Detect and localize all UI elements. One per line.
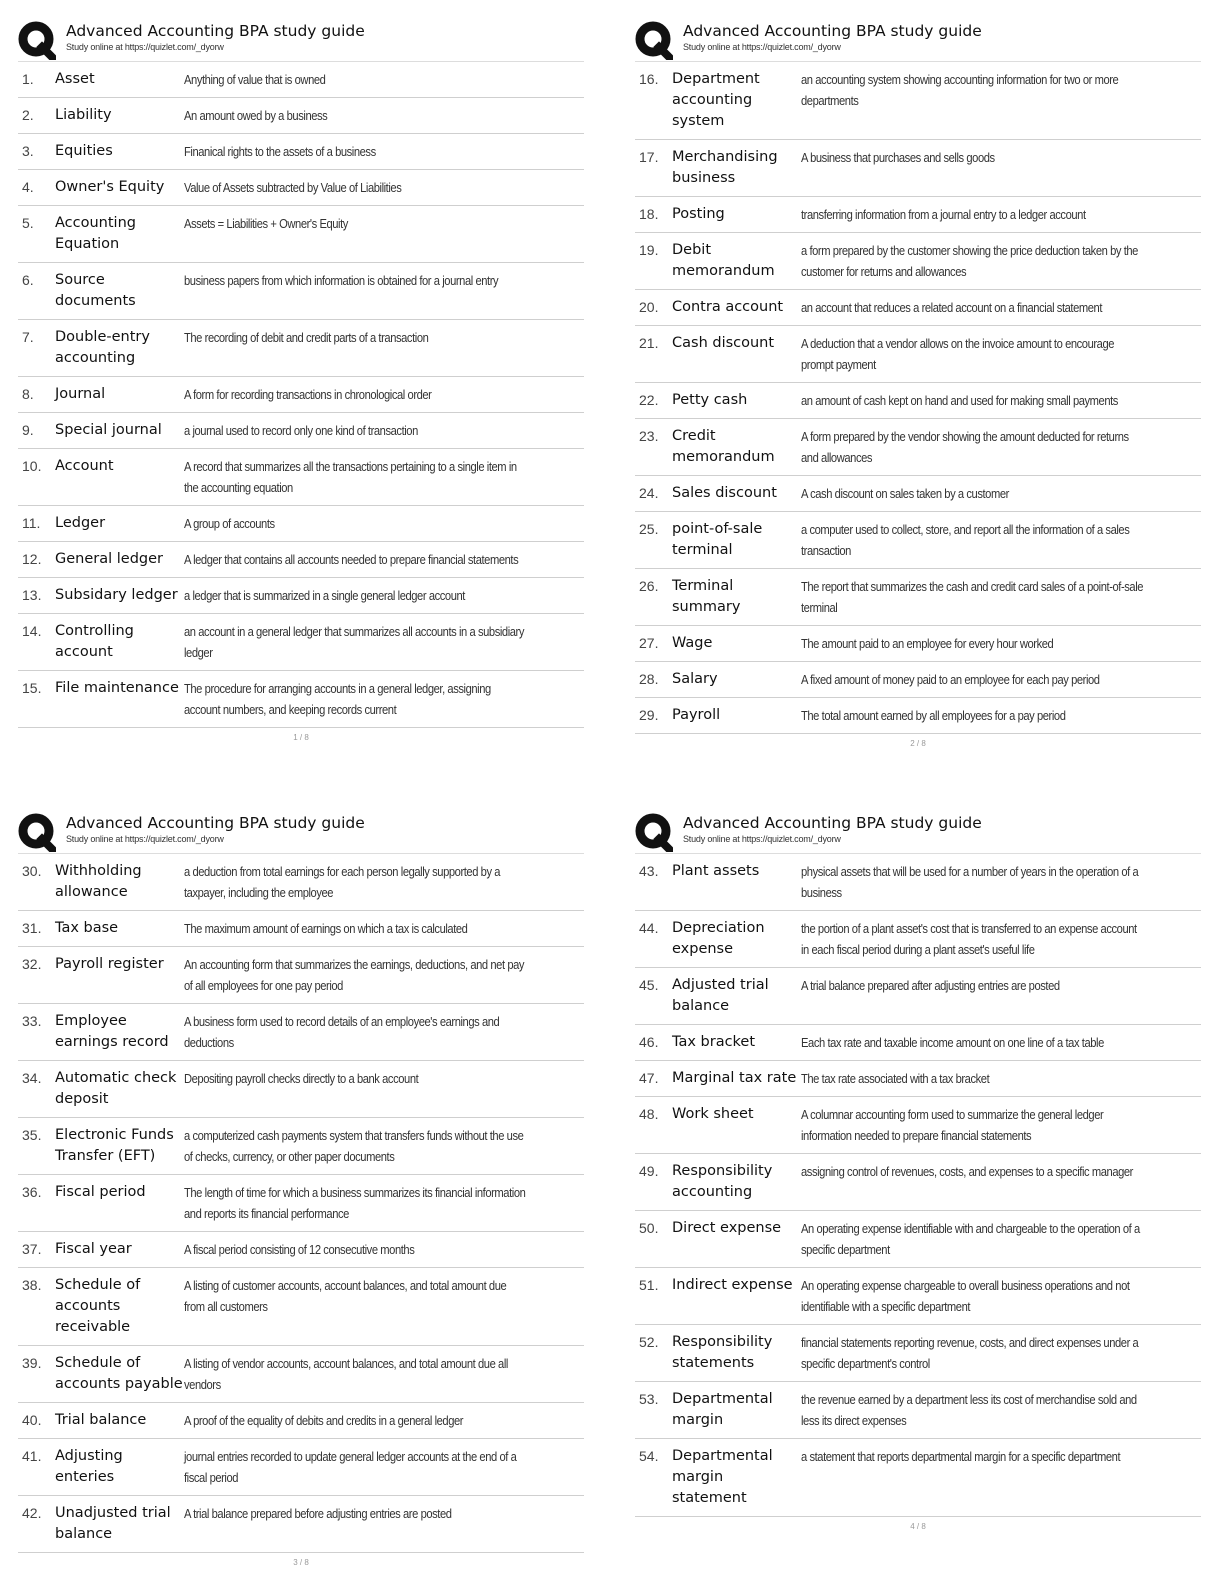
term-name: Payroll: [672, 707, 721, 723]
term-name: Wage: [672, 635, 713, 651]
term-row: [635, 698, 1201, 734]
term-row: [635, 62, 1201, 140]
page-header: [635, 20, 1201, 62]
term-number: 52.: [639, 1334, 659, 1350]
term-definition: A fiscal period consisting of 12 consecutive months: [184, 1242, 415, 1257]
term-definition: A form for recording transactions in chronological order: [184, 387, 432, 402]
study-online-link[interactable]: Study online at https://quizlet.com/_dyorw: [683, 42, 841, 52]
term-row: [635, 1154, 1201, 1211]
term-row: [18, 1496, 584, 1553]
study-online-link[interactable]: Study online at https://quizlet.com/_dyorw: [66, 42, 224, 52]
term-name: Adjusted trial balance: [672, 977, 769, 1014]
term-name: Adjusting enteries: [55, 1448, 123, 1485]
term-row: [18, 542, 584, 578]
term-definition: A ledger that contains all accounts needed to prepare financial statements: [184, 552, 519, 567]
quizlet-logo-icon: [635, 20, 673, 60]
document-page: [635, 20, 1201, 748]
term-row: [635, 626, 1201, 662]
term-name: Fiscal period: [55, 1184, 146, 1200]
term-definition: Anything of value that is owned: [184, 72, 326, 87]
term-definition: A form prepared by the vendor showing the amount deducted for returns and allowances: [801, 429, 1129, 465]
term-row: [18, 134, 584, 170]
quizlet-logo-icon: [18, 812, 56, 852]
term-row: [18, 377, 584, 413]
term-number: 37.: [22, 1241, 42, 1257]
term-number: 33.: [22, 1013, 42, 1029]
term-row: [635, 326, 1201, 383]
term-definition: The length of time for which a business summarizes its financial information and reports its financial performance: [184, 1185, 526, 1221]
term-number: 8.: [22, 386, 34, 402]
term-name: Marginal tax rate: [672, 1070, 797, 1086]
term-number: 51.: [639, 1277, 659, 1293]
page-number: 3 / 8: [293, 1558, 309, 1567]
term-name: Sales discount: [672, 485, 777, 501]
term-definition: A columnar accounting form used to summarize the general ledger information needed to prepare financial statements: [801, 1107, 1104, 1143]
term-definition: Assets = Liabilities + Owner's Equity: [184, 216, 348, 231]
term-number: 21.: [639, 335, 659, 351]
term-row: [18, 449, 584, 506]
term-number: 10.: [22, 458, 42, 474]
term-name: Tax base: [55, 920, 119, 936]
term-name: Owner's Equity: [55, 179, 165, 195]
term-row: [18, 1175, 584, 1232]
term-definition: an amount of cash kept on hand and used for making small payments: [801, 393, 1118, 408]
term-row: [18, 98, 584, 134]
term-name: Source documents: [55, 272, 136, 309]
term-number: 42.: [22, 1505, 42, 1521]
term-row: [18, 1232, 584, 1268]
term-row: [18, 1268, 584, 1346]
term-row: [18, 320, 584, 377]
page-number: 1 / 8: [293, 733, 309, 742]
term-definition: The total amount earned by all employees for a pay period: [801, 708, 1066, 723]
term-row: [635, 476, 1201, 512]
term-number: 31.: [22, 920, 42, 936]
term-row: [635, 1061, 1201, 1097]
term-row: [635, 854, 1201, 911]
term-name: Schedule of accounts receivable: [55, 1277, 141, 1335]
term-definition: A cash discount on sales taken by a customer: [801, 486, 1009, 501]
term-number: 4.: [22, 179, 34, 195]
term-row: [635, 233, 1201, 290]
term-name: Cash discount: [672, 335, 775, 351]
page-header: [18, 20, 584, 62]
term-definition: An operating expense identifiable with and chargeable to the operation of a specific department: [801, 1221, 1140, 1257]
header-divider: [18, 853, 584, 854]
term-definition: A deduction that a vendor allows on the invoice amount to encourage prompt payment: [801, 336, 1115, 372]
term-row: [635, 1211, 1201, 1268]
term-name: Double-entry accounting: [55, 329, 150, 366]
term-row: [18, 1061, 584, 1118]
term-number: 6.: [22, 272, 34, 288]
term-definition: The recording of debit and credit parts of a transaction: [184, 330, 429, 345]
term-name: Schedule of accounts payable: [55, 1355, 183, 1392]
term-name: Petty cash: [672, 392, 748, 408]
term-list: [635, 854, 1201, 1517]
term-name: Responsibility statements: [672, 1334, 773, 1371]
term-number: 41.: [22, 1448, 42, 1464]
term-name: Salary: [672, 671, 718, 687]
term-definition: business papers from which information is obtained for a journal entry: [184, 273, 499, 288]
term-row: [635, 1439, 1201, 1517]
term-number: 15.: [22, 680, 42, 696]
term-row: [635, 197, 1201, 233]
term-number: 11.: [22, 515, 41, 531]
term-definition: The tax rate associated with a tax bracket: [801, 1071, 990, 1086]
term-number: 24.: [639, 485, 659, 501]
term-definition: A fixed amount of money paid to an employee for each pay period: [801, 672, 1100, 687]
term-row: [635, 911, 1201, 968]
page-header: [635, 812, 1201, 854]
term-list: [18, 854, 584, 1553]
term-name: Account: [55, 458, 114, 474]
term-name: point-of-sale terminal: [672, 521, 763, 558]
term-number: 27.: [639, 635, 659, 651]
term-name: Departmental margin statement: [672, 1448, 773, 1506]
term-number: 47.: [639, 1070, 659, 1086]
term-row: [18, 1403, 584, 1439]
term-number: 16.: [639, 71, 659, 87]
term-name: General ledger: [55, 551, 163, 567]
term-number: 39.: [22, 1355, 42, 1371]
study-online-link[interactable]: Study online at https://quizlet.com/_dyorw: [683, 834, 841, 844]
term-row: [18, 614, 584, 671]
term-row: [18, 62, 584, 98]
term-number: 26.: [639, 578, 659, 594]
quizlet-logo-icon: [635, 812, 673, 852]
term-number: 53.: [639, 1391, 659, 1407]
term-name: Departmental margin: [672, 1391, 773, 1428]
term-number: 30.: [22, 863, 42, 879]
term-name: Department accounting system: [672, 71, 760, 129]
term-name: Journal: [55, 386, 106, 402]
term-definition: an accounting system showing accounting information for two or more departments: [801, 72, 1119, 108]
term-row: [18, 671, 584, 728]
term-row: [635, 968, 1201, 1025]
term-definition: the revenue earned by a department less its cost of merchandise sold and less its direct expenses: [801, 1392, 1137, 1428]
term-definition: a computer used to collect, store, and report all the information of a sales transaction: [801, 522, 1130, 558]
term-definition: The amount paid to an employee for every hour worked: [801, 636, 1054, 651]
term-name: Automatic check deposit: [55, 1070, 177, 1107]
term-definition: an account in a general ledger that summarizes all accounts in a subsidiary ledger: [184, 624, 525, 660]
term-number: 44.: [639, 920, 659, 936]
term-row: [635, 140, 1201, 197]
term-name: Unadjusted trial balance: [55, 1505, 171, 1542]
term-number: 9.: [22, 422, 34, 438]
term-number: 3.: [22, 143, 34, 159]
term-number: 29.: [639, 707, 659, 723]
term-definition: A trial balance prepared after adjusting entries are posted: [801, 978, 1060, 993]
term-name: Trial balance: [55, 1412, 147, 1428]
term-definition: A proof of the equality of debits and credits in a general ledger: [184, 1413, 464, 1428]
term-number: 40.: [22, 1412, 42, 1428]
term-definition: The procedure for arranging accounts in a general ledger, assigning account numbers, and keeping records current: [184, 681, 491, 717]
term-definition: A business that purchases and sells goods: [801, 150, 995, 165]
page-title: Advanced Accounting BPA study guide: [66, 814, 365, 832]
term-definition: assigning control of revenues, costs, and expenses to a specific manager: [801, 1164, 1133, 1179]
study-online-link[interactable]: Study online at https://quizlet.com/_dyorw: [66, 834, 224, 844]
page-header: [18, 812, 584, 854]
term-definition: An operating expense chargeable to overall business operations and not identifiable with a specific department: [801, 1278, 1130, 1314]
term-row: [18, 1118, 584, 1175]
term-name: Credit memorandum: [672, 428, 775, 465]
term-number: 1.: [22, 71, 34, 87]
term-number: 35.: [22, 1127, 42, 1143]
term-number: 25.: [639, 521, 659, 537]
term-number: 46.: [639, 1034, 659, 1050]
header-divider: [18, 61, 584, 62]
term-number: 28.: [639, 671, 659, 687]
term-definition: A business form used to record details of an employee's earnings and deductions: [184, 1014, 500, 1050]
term-name: Contra account: [672, 299, 784, 315]
term-row: [635, 1025, 1201, 1061]
term-row: [18, 206, 584, 263]
term-name: Posting: [672, 206, 725, 222]
term-name: Employee earnings record: [55, 1013, 169, 1050]
term-definition: An accounting form that summarizes the earnings, deductions, and net pay of all employees for one pay period: [184, 957, 525, 993]
term-name: Direct expense: [672, 1220, 782, 1236]
term-number: 13.: [22, 587, 42, 603]
term-definition: Finanical rights to the assets of a business: [184, 144, 376, 159]
term-list: [635, 62, 1201, 734]
term-row: [18, 854, 584, 911]
term-definition: transferring information from a journal entry to a ledger account: [801, 207, 1086, 222]
document-page: [635, 812, 1201, 1531]
term-name: Equities: [55, 143, 113, 159]
term-number: 22.: [639, 392, 659, 408]
term-name: Responsibility accounting: [672, 1163, 773, 1200]
term-row: [18, 947, 584, 1004]
term-row: [635, 662, 1201, 698]
term-definition: Value of Assets subtracted by Value of Liabilities: [184, 180, 402, 195]
term-name: Withholding allowance: [55, 863, 142, 900]
term-definition: Each tax rate and taxable income amount on one line of a tax table: [801, 1035, 1104, 1050]
term-row: [635, 1097, 1201, 1154]
term-row: [635, 383, 1201, 419]
term-name: Controlling account: [55, 623, 134, 660]
term-definition: A listing of vendor accounts, account balances, and total amount due all vendors: [184, 1356, 508, 1392]
term-name: Indirect expense: [672, 1277, 793, 1293]
term-name: Accounting Equation: [55, 215, 136, 252]
term-definition: physical assets that will be used for a number of years in the operation of a business: [801, 864, 1139, 900]
term-definition: an account that reduces a related account on a financial statement: [801, 300, 1103, 315]
term-number: 14.: [22, 623, 42, 639]
term-number: 12.: [22, 551, 42, 567]
term-name: Plant assets: [672, 863, 760, 879]
term-number: 20.: [639, 299, 659, 315]
term-name: Ledger: [55, 515, 106, 531]
document-page: [18, 812, 584, 1567]
term-name: Merchandising business: [672, 149, 778, 186]
page-number: 2 / 8: [910, 739, 926, 748]
term-definition: a statement that reports departmental margin for a specific department: [801, 1449, 1121, 1464]
term-definition: a ledger that is summarized in a single general ledger account: [184, 588, 465, 603]
term-row: [18, 506, 584, 542]
term-definition: a journal used to record only one kind of transaction: [184, 423, 418, 438]
term-name: Liability: [55, 107, 112, 123]
term-number: 54.: [639, 1448, 659, 1464]
term-name: Special journal: [55, 422, 162, 438]
term-definition: a deduction from total earnings for each person legally supported by a taxpayer, including the employee: [184, 864, 501, 900]
term-definition: the portion of a plant asset's cost that is transferred to an expense account in each fiscal period during a plant asset's useful life: [801, 921, 1137, 957]
term-number: 19.: [639, 242, 659, 258]
term-definition: A group of accounts: [184, 516, 275, 531]
term-number: 23.: [639, 428, 659, 444]
term-definition: An amount owed by a business: [184, 108, 328, 123]
term-number: 48.: [639, 1106, 659, 1122]
header-divider: [635, 853, 1201, 854]
term-name: Fiscal year: [55, 1241, 132, 1257]
term-number: 43.: [639, 863, 659, 879]
term-name: Terminal summary: [672, 578, 741, 615]
term-list: [18, 62, 584, 728]
term-definition: The report that summarizes the cash and credit card sales of a point-of-sale terminal: [801, 579, 1144, 615]
term-number: 2.: [22, 107, 34, 123]
term-row: [635, 1268, 1201, 1325]
term-number: 32.: [22, 956, 42, 972]
term-definition: journal entries recorded to update general ledger accounts at the end of a fiscal period: [184, 1449, 517, 1485]
term-row: [18, 911, 584, 947]
term-name: Depreciation expense: [672, 920, 765, 957]
term-definition: Depositing payroll checks directly to a bank account: [184, 1071, 419, 1086]
term-row: [635, 512, 1201, 569]
term-row: [18, 170, 584, 206]
term-number: 45.: [639, 977, 659, 993]
term-number: 38.: [22, 1277, 42, 1293]
term-row: [18, 1439, 584, 1496]
term-row: [18, 1004, 584, 1061]
term-row: [635, 1382, 1201, 1439]
term-row: [635, 419, 1201, 476]
quizlet-logo-icon: [18, 20, 56, 60]
document-page: [18, 20, 584, 742]
term-name: Subsidary ledger: [55, 587, 178, 603]
term-name: Work sheet: [672, 1106, 754, 1122]
term-row: [18, 1346, 584, 1403]
term-name: Electronic Funds Transfer (EFT): [55, 1127, 174, 1164]
page-number: 4 / 8: [910, 1522, 926, 1531]
term-definition: financial statements reporting revenue, costs, and direct expenses under a specific department's control: [801, 1335, 1139, 1371]
term-number: 18.: [639, 206, 659, 222]
term-definition: A record that summarizes all the transactions pertaining to a single item in the accounting equation: [184, 459, 517, 495]
header-divider: [635, 61, 1201, 62]
term-definition: A listing of customer accounts, account balances, and total amount due from all customers: [184, 1278, 507, 1314]
page-title: Advanced Accounting BPA study guide: [683, 22, 982, 40]
term-number: 34.: [22, 1070, 42, 1086]
term-name: Payroll register: [55, 956, 164, 972]
term-number: 5.: [22, 215, 34, 231]
term-number: 36.: [22, 1184, 42, 1200]
term-row: [635, 569, 1201, 626]
term-row: [18, 413, 584, 449]
term-definition: a form prepared by the customer showing the price deduction taken by the customer for returns and allowances: [801, 243, 1138, 279]
term-number: 49.: [639, 1163, 659, 1179]
term-name: File maintenance: [55, 680, 179, 696]
term-row: [635, 290, 1201, 326]
term-row: [18, 263, 584, 320]
term-definition: The maximum amount of earnings on which a tax is calculated: [184, 921, 468, 936]
term-number: 50.: [639, 1220, 659, 1236]
term-number: 17.: [639, 149, 659, 165]
page-title: Advanced Accounting BPA study guide: [66, 22, 365, 40]
term-number: 7.: [22, 329, 34, 345]
term-name: Tax bracket: [672, 1034, 756, 1050]
term-definition: A trial balance prepared before adjusting entries are posted: [184, 1506, 452, 1521]
page-title: Advanced Accounting BPA study guide: [683, 814, 982, 832]
term-name: Debit memorandum: [672, 242, 775, 279]
term-definition: a computerized cash payments system that transfers funds without the use of checks, currency, or other paper documents: [184, 1128, 524, 1164]
term-name: Asset: [55, 71, 95, 87]
term-row: [18, 578, 584, 614]
term-row: [635, 1325, 1201, 1382]
